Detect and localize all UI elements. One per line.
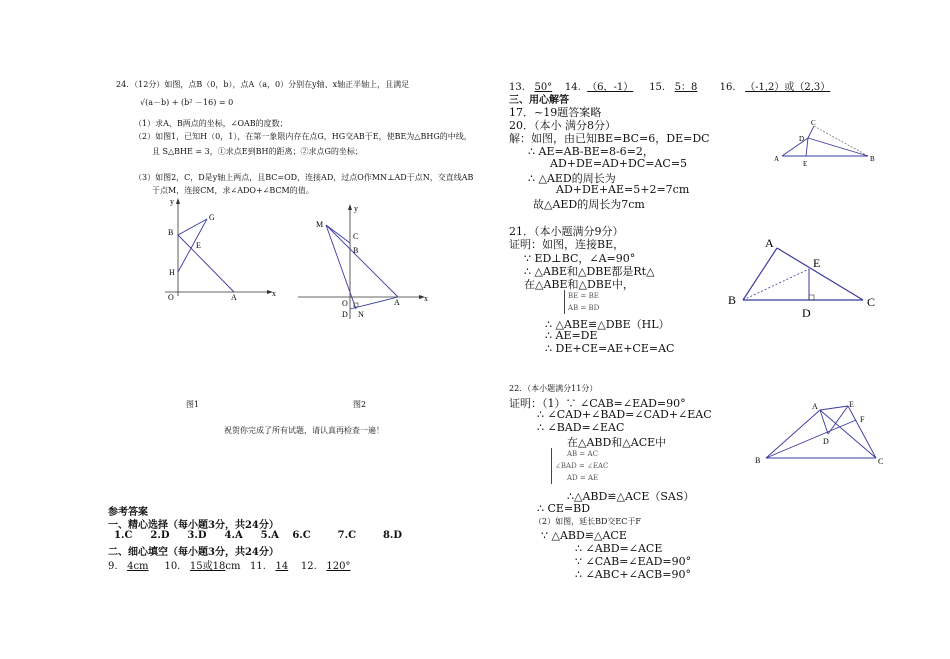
q24-part2a: （2）如图1，已知H（0，1），在第一象限内存在点G，HG交AB于E，使BE为△BHG的中线， (134, 132, 472, 141)
fig1-label-a: A (231, 293, 237, 302)
fill-12-num: 12. (300, 561, 317, 572)
q21-brace-line-1: BE = BE (568, 292, 599, 300)
q22-line-ba (766, 410, 820, 458)
q22-brace-line-1: AB = AC (567, 450, 598, 458)
choice-4-num: 4. (224, 530, 235, 541)
figure-2 (290, 203, 435, 321)
answers-title: 参考答案 (108, 507, 148, 518)
q20-label-c: C (811, 119, 816, 127)
q21-label-a: A (765, 236, 774, 250)
q20-line-dc (808, 126, 814, 138)
q22-brace-line-3: AD = AE (567, 474, 599, 482)
fig1-caption: 图1 (186, 400, 200, 409)
q22-line-7: （2）如图，延长BD交EC于F (534, 517, 641, 526)
q21-line-4: 在△ABE和△DBE中， (524, 278, 634, 291)
q21-line-2: ∵ ED⊥BC，∠A=90° (524, 252, 636, 265)
q22-line-11: ∴ ∠ABC+∠ACB=90° (575, 568, 691, 581)
fill-12-val: 120° (326, 561, 351, 572)
q17-19: 17．~19题答案略 (509, 106, 602, 119)
fill-10-unit: cm (225, 561, 241, 572)
fig2-label-a: A (394, 298, 400, 307)
fill-13-num: 13. (509, 82, 525, 93)
fig1-label-h: H (169, 268, 175, 277)
q21-line-5: ∴ △ABE≌△DBE（HL） (545, 318, 670, 331)
q20-line-6: 故△AED的周长为7cm (533, 198, 645, 211)
fill-answers-left (108, 557, 350, 572)
q21-line-3: ∴ △ABE和△DBE都是Rt△ (524, 265, 655, 278)
fig2-label-m: M (316, 220, 324, 229)
q22-line-4: 在△ABD和△ACE中 (567, 436, 667, 449)
answers-section-3: 三、用心解答 (509, 95, 569, 106)
fig1-y-arrow (176, 198, 180, 204)
q22-line-bf (766, 420, 856, 458)
q24-part2b (152, 146, 363, 157)
fig2-line-ma (326, 225, 398, 297)
fig1-label-o: O (168, 293, 174, 302)
q20-label-d: D (799, 135, 805, 143)
fill-14-val: （6，-1） (587, 82, 634, 93)
q20-label-e: E (803, 160, 808, 168)
q20-line-5: AD+DE+AE=5+2=7cm (556, 183, 690, 196)
choice-3-val: D (197, 530, 207, 541)
q22-line-6: ∴ CE=BD (537, 502, 591, 515)
q22-line-1: 证明：（1）∵ ∠CAB=∠EAD=90° (509, 397, 686, 410)
q21-head: 21．（本小题满分9分） (509, 225, 624, 238)
q20-label-b: B (870, 155, 875, 163)
fig1-label-x: x (272, 289, 276, 298)
fig1-label-g: G (209, 213, 215, 222)
q22-label-a: A (812, 402, 818, 411)
fig2-label-o: O (342, 299, 348, 308)
fig2-label-d: D (342, 310, 348, 319)
q22-brace (551, 448, 608, 484)
q24-part2b-post: ，①求点E到BH的距离；②求点G的坐标； (209, 147, 363, 156)
q22-brace-line-2: ∠BAD = ∠EAC (555, 462, 609, 470)
choice-5-val: A (271, 530, 279, 541)
fig2-caption: 图2 (353, 400, 367, 409)
fig2-line-mn (326, 225, 359, 309)
choice-answers (114, 530, 402, 541)
q22-label-b: B (755, 456, 761, 465)
choice-6-val: C (302, 530, 311, 541)
q22-label-c: C (878, 457, 884, 466)
fill-15-val: 5：8 (674, 82, 698, 93)
fig1-label-e: E (196, 241, 201, 250)
q24-part1: （1）求A、B两点的坐标，∠OAB的度数； (134, 119, 288, 128)
choice-5-num: 5. (260, 530, 272, 541)
q20-line-1: 解：如图，由已知BE=BC=6，DE=DC (509, 132, 710, 145)
fill-10-val: 15或18 (189, 561, 226, 572)
fill-11-num: 11. (250, 561, 266, 572)
fill-16-num: 16. (719, 82, 736, 93)
choice-7-val: C (348, 530, 357, 541)
q24-formula: √(a－b) + (b² －16) = 0 (140, 98, 234, 107)
fig1-label-b: B (168, 228, 174, 237)
q21-line-7: ∴ DE+CE=AE+CE=AC (545, 342, 675, 355)
fill-16-val: （-1,2）或（2,3） (745, 82, 831, 93)
choice-4-val: A (234, 530, 243, 541)
choice-2-num: 2. (150, 530, 161, 541)
q24-part3a: （3）如图2，C，D是y轴上两点，且BC=OD，连接AD，过点O作MN⊥AD于点N，交直线AB (134, 173, 474, 182)
figure-1 (160, 196, 280, 308)
q22-line-9: ∴ ∠ABD=∠ACE (575, 542, 663, 555)
q22-label-d: D (823, 437, 829, 446)
q21-label-e: E (813, 256, 821, 270)
choice-6-num: 6. (292, 530, 303, 541)
q24-part3b: 于点M，连接CM，求∠ADO+∠BCM的值。 (152, 186, 314, 195)
q20-line-4: ∴ △AED的周长为 (528, 172, 616, 185)
q20-figure (770, 116, 880, 171)
fig2-label-y: y (354, 204, 358, 213)
fill-11-val: 14 (275, 561, 289, 572)
fig1-line-ab (178, 235, 234, 292)
fig2-label-x: x (424, 294, 428, 303)
choice-8-val: D (393, 530, 403, 541)
choice-1-num: 1. (114, 530, 125, 541)
choice-7-num: 7. (337, 530, 349, 541)
q20-line-3: AD+DE=AD+DC=AC=5 (550, 157, 688, 170)
q22-line-ae (820, 406, 848, 410)
q21-label-c: C (867, 295, 876, 309)
q21-figure (725, 234, 885, 322)
fill-13-val: 50° (534, 82, 553, 93)
q22-label-e: E (849, 400, 854, 409)
q20-line-2: ∴ AE=AB-BE=8-6=2， (528, 145, 654, 158)
q21-label-b: B (728, 293, 737, 307)
fig2-label-b: B (353, 246, 359, 255)
q22-head: 22．（本小题满分11分） (509, 384, 598, 393)
q21-brace (564, 290, 599, 314)
q21-line-1: 证明：如图，连接BE， (509, 238, 625, 251)
choice-1-val: C (124, 530, 133, 541)
q20-line-cb (814, 126, 868, 156)
q22-line-10: ∵ ∠CAB=∠EAD=90° (575, 555, 692, 568)
fill-15-num: 15. (649, 82, 666, 93)
q21-line-6: ∴ AE=DE (545, 329, 598, 342)
closing-note: 祝贺你完成了所有试题，请认真再检查一遍！ (224, 426, 384, 435)
q21-line-ab (743, 248, 777, 300)
fig1-label-y: y (170, 197, 174, 206)
q22-line-5: ∴△ABD≌△ACE（SAS） (567, 490, 695, 503)
choice-2-val: D (160, 530, 170, 541)
fig2-y-arrow (348, 204, 352, 210)
q22-line-ec (848, 406, 876, 458)
q21-brace-line-2: AB = BD (568, 304, 600, 312)
q24-part2b-formula: S△BHE = 3 (162, 147, 210, 156)
q24-stem: 24．（12分）如图，点B（0，b），点A（a，0）分别在y轴、x轴正半轴上，且满足 (116, 80, 410, 89)
answers-section-2: 二、细心填空（每小题3分，共24分） (108, 547, 279, 558)
fill-9-num: 9. (108, 561, 118, 572)
q22-line-3: ∴ ∠BAD=∠EAC (537, 421, 625, 434)
q20-line-ad (782, 138, 808, 156)
q24-part2b-pre: 且 (152, 147, 160, 156)
q22-line-2: ∴ ∠CAD+∠BAD=∠CAD+∠EAC (537, 408, 712, 421)
q20-line-de (806, 138, 808, 156)
choice-3-num: 3. (187, 530, 198, 541)
q21-right-angle-mark (809, 295, 814, 300)
choice-8-num: 8. (382, 530, 394, 541)
q22-figure (750, 396, 890, 472)
q20-line-db (808, 138, 868, 156)
fig2-label-c: C (353, 232, 359, 241)
fig2-label-n: N (358, 310, 364, 319)
q22-line-8: ∵ △ABD≌△ACE (541, 529, 627, 542)
answers-section-1: 一、精心选择（每小题3分，共24分） (108, 520, 279, 531)
q22-label-f: F (860, 415, 865, 424)
fill-10-num: 10. (164, 561, 181, 572)
fill-9-val: 4cm (127, 561, 149, 572)
fill-14-num: 14. (564, 82, 581, 93)
q20-label-a: A (774, 155, 780, 163)
q21-label-d: D (802, 306, 811, 320)
q20-head: 20．（本小 满分8分） (509, 119, 616, 132)
